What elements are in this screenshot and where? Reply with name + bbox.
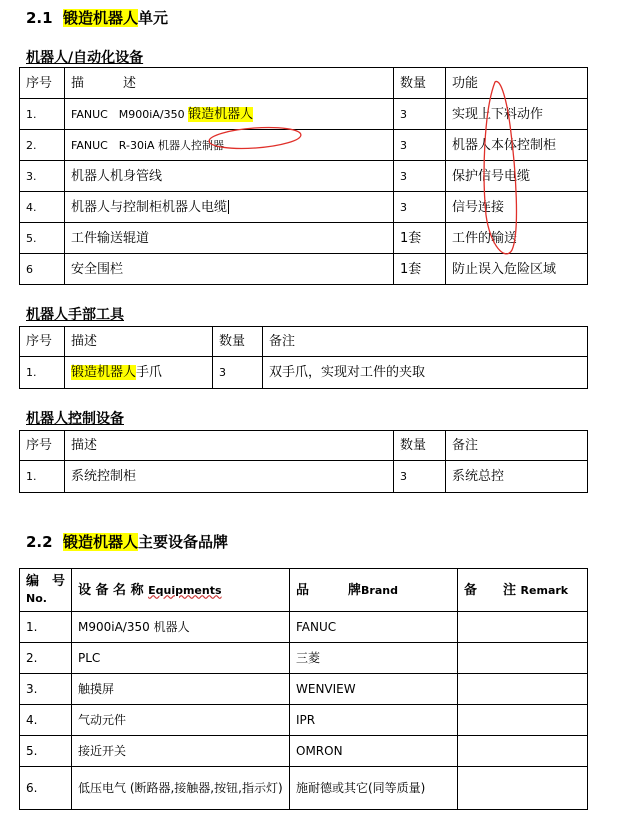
row-number: 4. — [20, 192, 65, 223]
row-number: 2. — [20, 130, 65, 161]
table-header-row — [20, 68, 588, 99]
header-cell: 描述 — [65, 327, 213, 357]
row-description: 系统控制柜 — [65, 461, 394, 493]
header-cell-remark: 备 注 Remark — [458, 569, 588, 612]
row-equipment: 气动元件 — [72, 705, 290, 736]
row-remark — [458, 612, 588, 643]
row-brand: OMRON — [290, 736, 458, 767]
row-function: 实现上下料动作 — [446, 99, 588, 130]
row-description: FANUC R-30iA 机器人控制器 — [65, 130, 394, 161]
header-cell: 备注 — [446, 431, 588, 461]
row-quantity: 3 — [213, 357, 263, 389]
header-cell: 描 述 — [65, 68, 394, 99]
header-cell: 备注 — [263, 327, 588, 357]
table-header-row — [20, 431, 588, 461]
row-quantity: 3 — [394, 130, 446, 161]
row-equipment: PLC — [72, 643, 290, 674]
section-heading-2-2 — [26, 532, 228, 552]
row-remark — [458, 767, 588, 810]
row-brand: WENVIEW — [290, 674, 458, 705]
section-title-rest: 单元 — [138, 9, 169, 27]
row-quantity: 3 — [394, 192, 446, 223]
row-remark — [458, 705, 588, 736]
header-cell: 数量 — [213, 327, 263, 357]
subtitle-hand-tools: 机器人手部工具 — [26, 307, 124, 323]
header-cell: 描述 — [65, 431, 394, 461]
row-number: 1. — [20, 461, 65, 493]
row-number: 5. — [20, 736, 72, 767]
row-brand: 三菱 — [290, 643, 458, 674]
subtitle-robot-equipment: 机器人/自动化设备 — [26, 50, 144, 66]
section-title-highlight: 锻造机器人 — [63, 9, 139, 27]
row-number: 3. — [20, 674, 72, 705]
row-description: 工件输送辊道 — [65, 223, 394, 254]
row-number: 6 — [20, 254, 65, 285]
table-row — [20, 612, 588, 643]
section-title-rest: 主要设备品牌 — [138, 533, 229, 551]
row-number: 4. — [20, 705, 72, 736]
header-cell-equipment: 设 备 名 称 Equipments — [72, 569, 290, 612]
row-description: 机器人机身管线 — [65, 161, 394, 192]
table-row — [20, 161, 588, 192]
row-equipment: 接近开关 — [72, 736, 290, 767]
header-cell-brand: 品 牌Brand — [290, 569, 458, 612]
table-row — [20, 643, 588, 674]
table-row — [20, 461, 588, 493]
header-cell: 序号 — [20, 431, 65, 461]
table-row — [20, 705, 588, 736]
row-brand: IPR — [290, 705, 458, 736]
row-number: 2. — [20, 643, 72, 674]
row-quantity: 3 — [394, 99, 446, 130]
table-header-row — [20, 327, 588, 357]
header-cell: 功能 — [446, 68, 588, 99]
row-brand: FANUC — [290, 612, 458, 643]
header-cell-number: 编 号 No. — [20, 569, 72, 612]
section-number: 2.2 — [26, 533, 53, 551]
header-cell: 序号 — [20, 68, 65, 99]
row-number: 1. — [20, 612, 72, 643]
row-function: 工件的输送 — [446, 223, 588, 254]
row-description: 锻造机器人手爪 — [65, 357, 213, 389]
row-function: 保护信号电缆 — [446, 161, 588, 192]
row-equipment: 触摸屏 — [72, 674, 290, 705]
header-cell: 数量 — [394, 68, 446, 99]
row-quantity: 1套 — [394, 254, 446, 285]
row-brand: 施耐德或其它(同等质量) — [290, 767, 458, 810]
table-row — [20, 192, 588, 223]
row-equipment: M900iA/350 机器人 — [72, 612, 290, 643]
row-quantity: 1套 — [394, 223, 446, 254]
hand-tools-table — [19, 326, 588, 389]
section-title-highlight: 锻造机器人 — [63, 533, 139, 551]
row-function: 防止误入危险区域 — [446, 254, 588, 285]
row-function: 机器人本体控制柜 — [446, 130, 588, 161]
table-row — [20, 767, 588, 810]
table-row — [20, 99, 588, 130]
row-number: 1. — [20, 99, 65, 130]
row-description: FANUC M900iA/350 锻造机器人 — [65, 99, 394, 130]
table-row — [20, 736, 588, 767]
subtitle-control-equipment: 机器人控制设备 — [26, 411, 124, 427]
control-equipment-table — [19, 430, 588, 493]
robot-equipment-table — [19, 67, 588, 285]
row-quantity: 3 — [394, 461, 446, 493]
header-cell: 数量 — [394, 431, 446, 461]
row-description: 机器人与控制柜机器人电缆 — [65, 192, 394, 223]
row-remark — [458, 643, 588, 674]
table-row — [20, 674, 588, 705]
table-row — [20, 130, 588, 161]
row-note: 双手爪，实现对工件的夹取 — [263, 357, 588, 389]
row-note: 系统总控 — [446, 461, 588, 493]
row-description: 安全围栏 — [65, 254, 394, 285]
header-cell: 序号 — [20, 327, 65, 357]
section-number: 2.1 — [26, 9, 53, 27]
row-remark — [458, 736, 588, 767]
table-row — [20, 357, 588, 389]
table-row — [20, 223, 588, 254]
row-number: 6. — [20, 767, 72, 810]
table-header-row — [20, 569, 588, 612]
section-heading-2-1 — [26, 8, 168, 28]
table-row — [20, 254, 588, 285]
row-number: 1. — [20, 357, 65, 389]
row-function: 信号连接 — [446, 192, 588, 223]
row-quantity: 3 — [394, 161, 446, 192]
row-number: 5. — [20, 223, 65, 254]
row-number: 3. — [20, 161, 65, 192]
row-remark — [458, 674, 588, 705]
row-equipment: 低压电气 (断路器,接触器,按钮,指示灯) — [72, 767, 290, 810]
brand-table — [19, 568, 588, 810]
text-cursor — [228, 200, 229, 214]
